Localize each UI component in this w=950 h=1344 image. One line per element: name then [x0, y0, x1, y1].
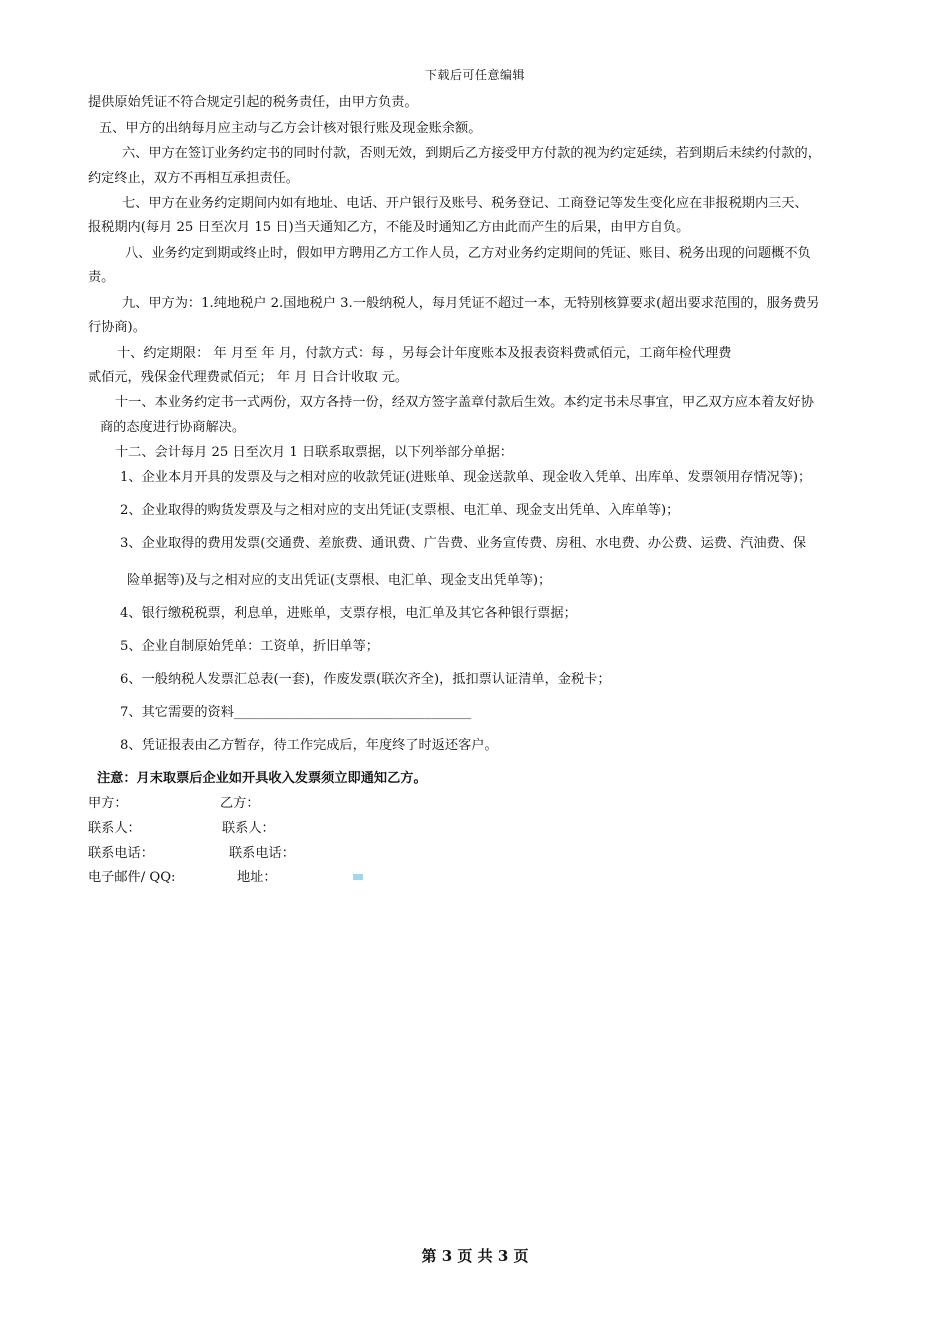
list-item-3-line-1: 3、企业取得的费用发票(交通费、差旅费、通讯费、广告费、业务宣传费、房租、水电费、办公费、运费、汽油费、保 — [120, 536, 807, 551]
notice: 注意：月末取票后企业如开具收入发票须立即通知乙方。 — [97, 771, 427, 786]
list-item-5: 5、企业自制原始凭单：工资单，折旧单等； — [120, 639, 379, 654]
address-b-label: 地址： — [237, 870, 277, 885]
contact-b-label: 联系人： — [222, 821, 275, 836]
clause-5: 五、甲方的出纳每月应主动与乙方会计核对银行账及现金账余额。 — [99, 121, 482, 136]
party-b-label: 乙方： — [220, 796, 260, 811]
email-a-label: 电子邮件/ QQ: — [88, 870, 176, 885]
clause-10-line-1: 十、约定期限： 年 月至 年 月，付款方式：每 ，另每会计年度账本及报表资料费贰佰元，工商年检代理费 — [117, 346, 732, 361]
clause-11-line-1: 十一、本业务约定书一式两份，双方各持一份，经双方签字盖章付款后生效。本约定书未尽事宜，甲乙双方应本着友好协 — [115, 395, 814, 410]
clause-12: 十二、会计每月 25 日至次月 1 日联系取票据，以下列举部分单据： — [115, 445, 513, 460]
phone-b-label: 联系电话： — [229, 846, 295, 861]
list-item-7: 7、其它需要的资料____________________________________ — [120, 705, 472, 720]
phone-a-label: 联系电话： — [88, 846, 154, 861]
list-item-4: 4、银行缴税税票，利息单，进账单，支票存根，电汇单及其它各种银行票据； — [120, 606, 577, 621]
clause-9-line-2: 行协商)。 — [88, 320, 146, 335]
list-item-3-line-2: 险单据等)及与之相对应的支出凭证(支票根、电汇单、现金支出凭单等)； — [127, 573, 552, 588]
clause-11-line-2: 商的态度进行协商解决。 — [100, 420, 246, 435]
clause-6-line-2: 约定终止，双方不再相互承担责任。 — [88, 171, 299, 186]
list-item-1: 1、企业本月开具的发票及与之相对应的收款凭证(进账单、现金送款单、现金收入凭单、出库单、发票领用存情况等)； — [120, 470, 812, 485]
clause-9-line-1: 九、甲方为：1.纯地税户 2.国地税户 3.一般纳税人，每月凭证不超过一本，无特别核算要求(超出要求范围的，服务费另 — [122, 296, 820, 311]
clause-8-line-1: 八、业务约定到期或终止时，假如甲方聘用乙方工作人员，乙方对业务约定期间的凭证、账目、税务出现的问题概不负 — [125, 246, 811, 261]
list-item-2: 2、企业取得的购货发票及与之相对应的支出凭证(支票根、电汇单、现金支出凭单、入库单等)； — [120, 503, 680, 518]
clause-6-line-1: 六、甲方在签订业务约定书的同时付款，否则无效，到期后乙方接受甲方付款的视为约定延续，若到期后未续约付款的， — [122, 146, 821, 161]
contact-a-label: 联系人： — [88, 821, 141, 836]
page-footer: 第 3 页 共 3 页 — [421, 1247, 529, 1265]
clause-7-line-2: 报税期内(每月 25 日至次月 15 日)当天通知乙方，不能及时通知乙方由此而产生的后果，由甲方自负。 — [88, 220, 690, 235]
list-item-8: 8、凭证报表由乙方暂存，待工作完成后，年度终了时返还客户。 — [120, 738, 498, 753]
clause-7-line-1: 七、甲方在业务约定期间内如有地址、电话、开户银行及账号、税务登记、工商登记等发生变化应在非报税期内三天、 — [122, 196, 808, 211]
clause-8-line-2: 责。 — [88, 270, 115, 285]
page-header: 下载后可任意编辑 — [424, 68, 525, 82]
para-line-1: 提供原始凭证不符合规定引起的税务责任，由甲方负责。 — [88, 95, 418, 110]
highlight-marker — [353, 874, 363, 880]
clause-10-line-2: 贰佰元，残保金代理费贰佰元； 年 月 日合计收取 元。 — [88, 370, 409, 385]
party-a-label: 甲方： — [88, 796, 128, 811]
list-item-6: 6、一般纳税人发票汇总表(一套)，作废发票(联次齐全)，抵扣票认证清单，金税卡； — [120, 672, 611, 687]
